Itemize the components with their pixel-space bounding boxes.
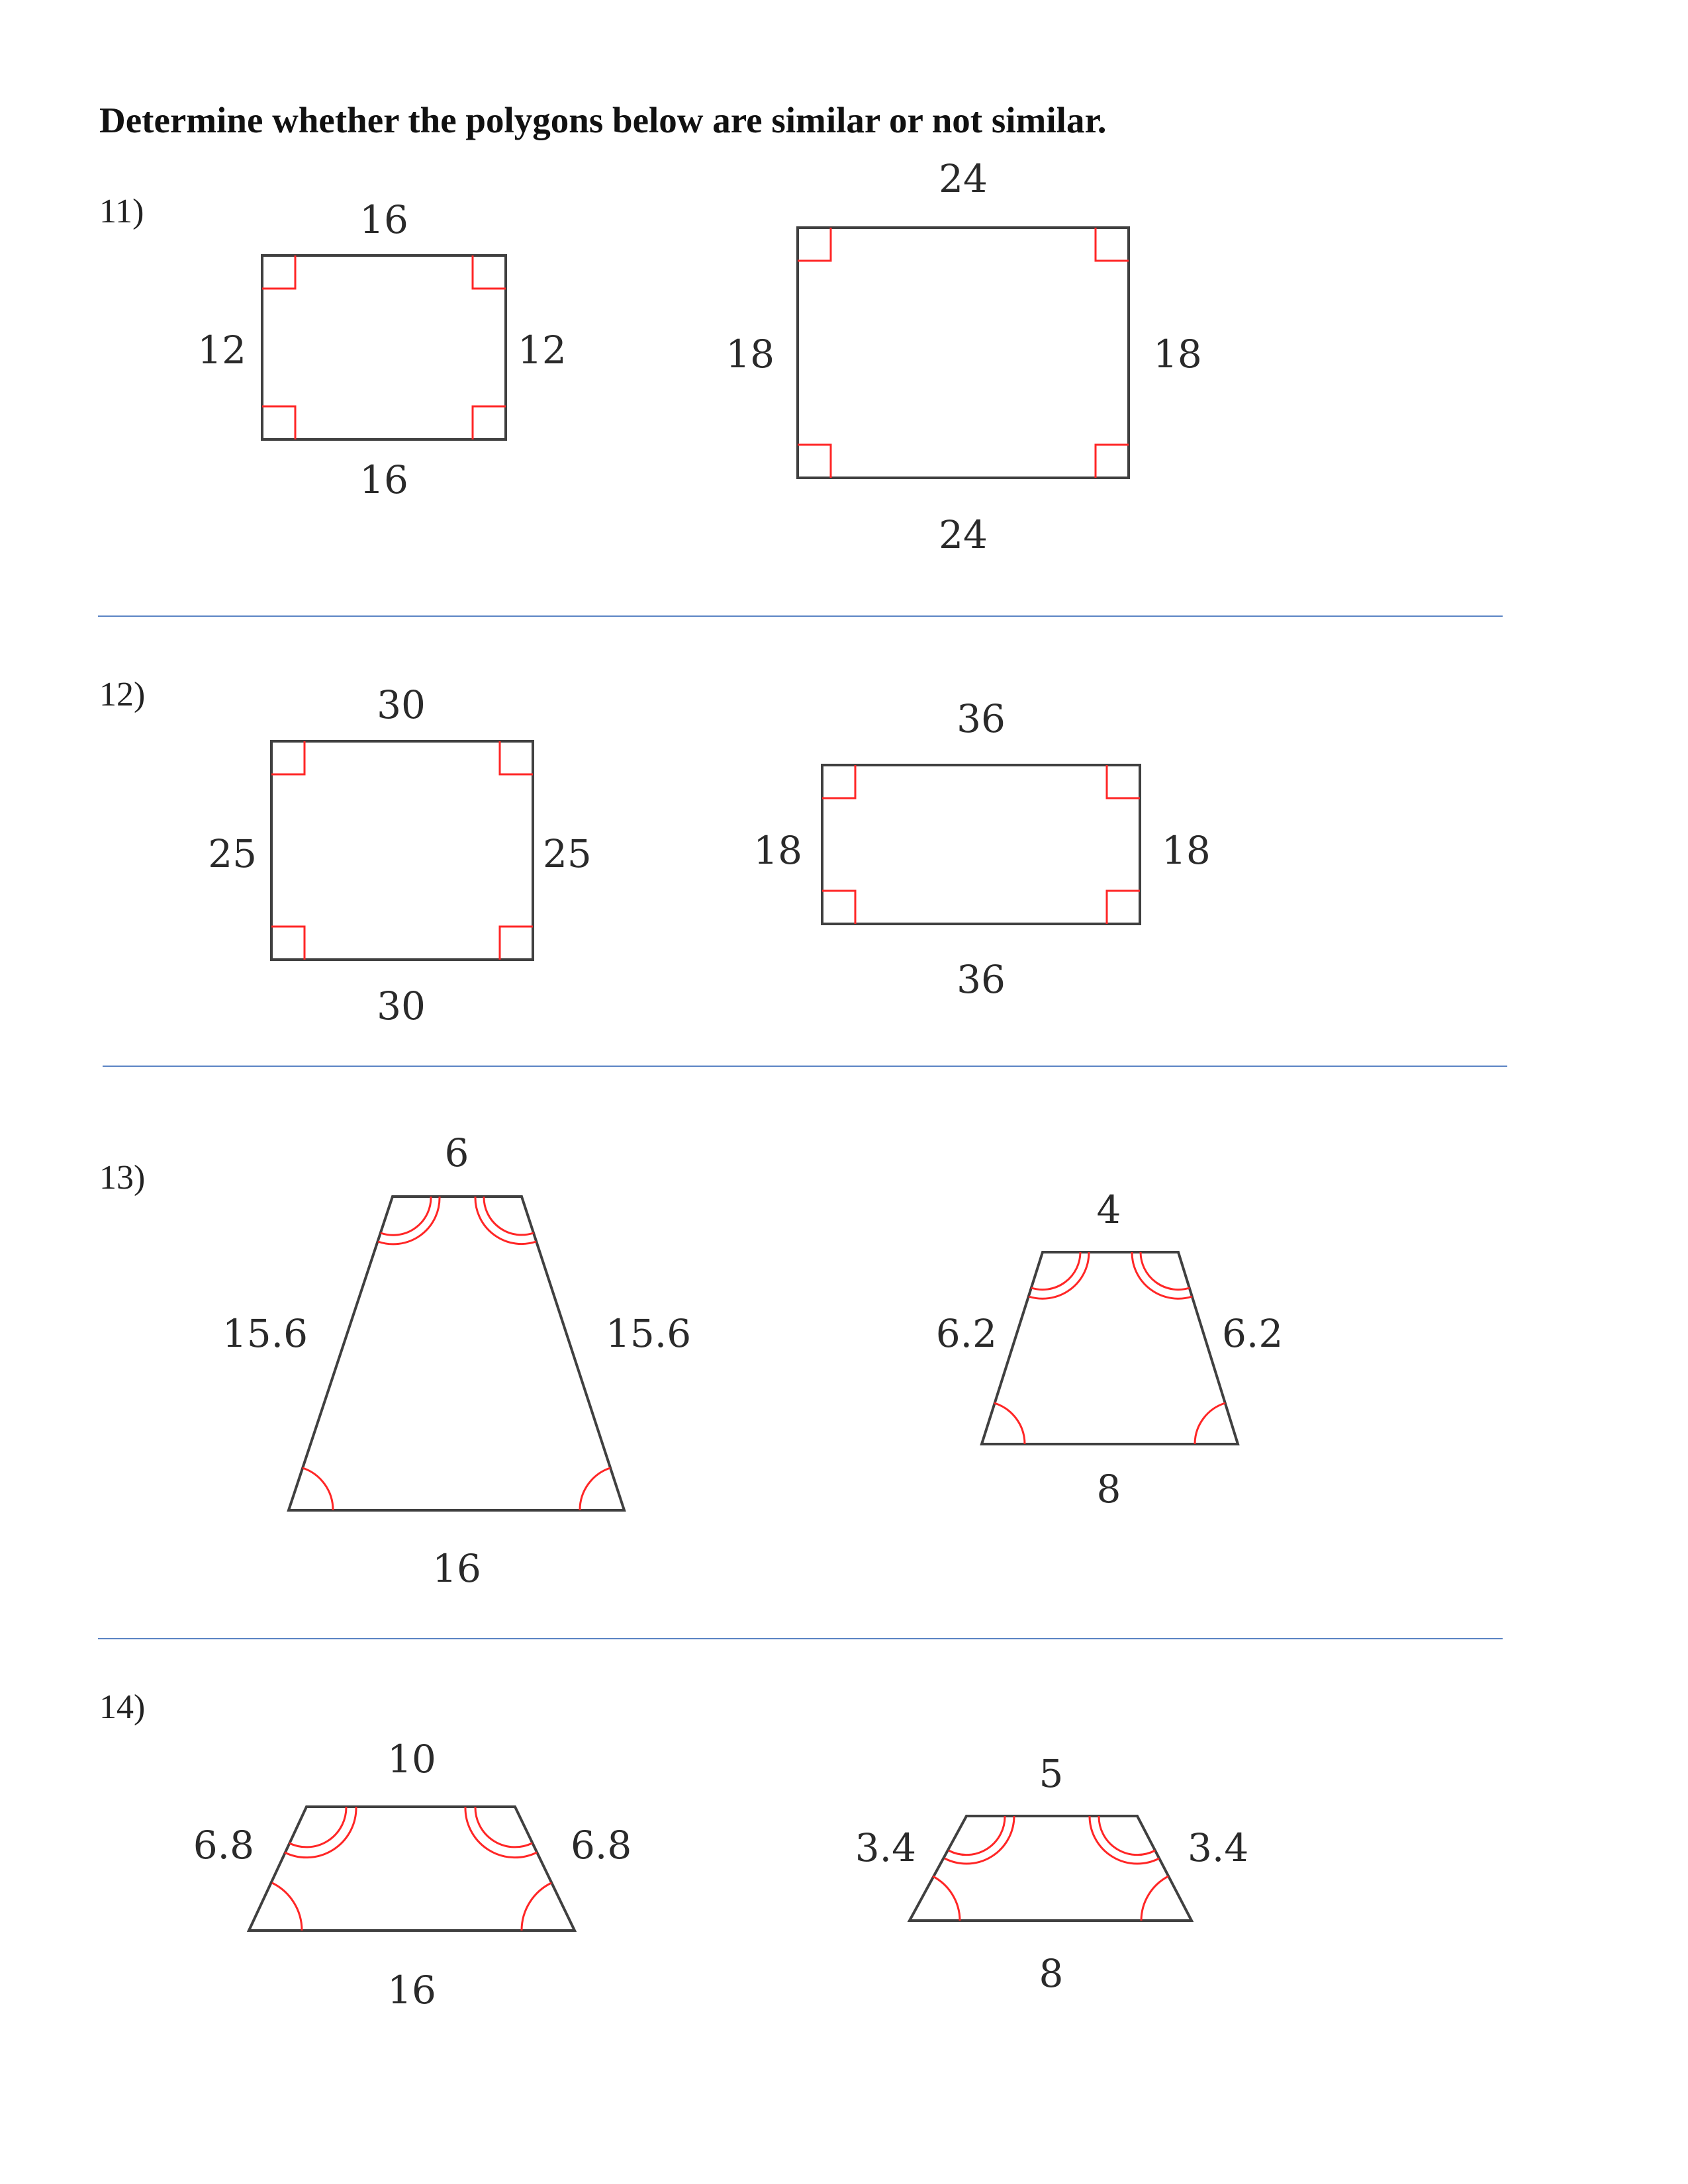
double-arc-angle-mark — [1031, 1252, 1080, 1290]
p14-figure-a-trapezoid — [193, 1737, 632, 2013]
side-label-left: 3.4 — [855, 1825, 916, 1870]
right-angle-mark — [262, 255, 295, 289]
side-label-left: 6.2 — [935, 1311, 997, 1356]
side-label-bottom: 16 — [359, 457, 408, 502]
side-label-right: 18 — [1153, 332, 1202, 377]
right-angle-mark — [798, 228, 831, 261]
side-label-right: 18 — [1162, 828, 1211, 873]
right-angle-mark — [1107, 765, 1140, 798]
right-angle-mark — [271, 927, 305, 960]
side-label-top: 5 — [1039, 1751, 1064, 1796]
right-angle-mark — [1096, 445, 1129, 478]
instructions-heading: Determine whether the polygons below are similar or not similar. — [99, 100, 1107, 140]
side-label-right: 6.2 — [1222, 1311, 1284, 1356]
p12-figure-a-rectangle — [208, 682, 592, 1028]
right-angle-mark — [1107, 891, 1140, 924]
problem-number-14: 14) — [99, 1688, 146, 1726]
double-arc-angle-mark — [1141, 1252, 1190, 1290]
single-arc-angle-mark — [303, 1468, 333, 1510]
right-angle-mark — [271, 741, 305, 774]
trapezoid-outline — [910, 1816, 1192, 1921]
single-arc-angle-mark — [1195, 1403, 1225, 1444]
side-label-right: 6.8 — [571, 1823, 632, 1868]
side-label-right: 3.4 — [1188, 1825, 1249, 1870]
side-label-top: 16 — [359, 197, 408, 242]
problem-number-13: 13) — [99, 1159, 146, 1197]
right-angle-mark — [473, 406, 506, 439]
right-angle-mark — [500, 927, 533, 960]
problem-number-12: 12) — [99, 676, 146, 713]
side-label-bottom: 24 — [939, 512, 988, 557]
single-arc-angle-mark — [522, 1883, 551, 1931]
side-label-top: 10 — [387, 1737, 436, 1782]
side-label-bottom: 8 — [1039, 1951, 1064, 1996]
rectangle-outline — [798, 228, 1129, 478]
side-label-left: 6.8 — [193, 1823, 254, 1868]
side-label-bottom: 16 — [432, 1546, 481, 1591]
side-label-right: 12 — [518, 328, 567, 373]
right-angle-mark — [1096, 228, 1129, 261]
side-label-left: 18 — [726, 332, 774, 377]
side-label-left: 18 — [753, 828, 802, 873]
double-arc-angle-mark — [381, 1197, 431, 1235]
side-label-bottom: 36 — [957, 957, 1006, 1002]
p11-figure-a-rectangle — [197, 197, 567, 502]
rectangle-outline — [271, 741, 533, 960]
right-angle-mark — [798, 445, 831, 478]
side-label-left: 12 — [197, 328, 246, 373]
right-angle-mark — [262, 406, 295, 439]
p12-figure-b-rectangle — [753, 696, 1211, 1002]
p11-figure-b-rectangle — [726, 156, 1202, 557]
right-angle-mark — [500, 741, 533, 774]
side-label-left: 25 — [208, 831, 257, 876]
right-angle-mark — [822, 891, 855, 924]
single-arc-angle-mark — [272, 1883, 302, 1931]
p14-figure-b-trapezoid — [855, 1751, 1249, 1996]
single-arc-angle-mark — [1141, 1876, 1168, 1921]
right-angle-mark — [473, 255, 506, 289]
side-label-top: 36 — [957, 696, 1006, 741]
p13-figure-b-trapezoid — [936, 1187, 1284, 1512]
rectangle-outline — [262, 255, 506, 439]
side-label-top: 30 — [377, 682, 426, 727]
side-label-top: 24 — [939, 156, 988, 201]
side-label-left: 15.6 — [222, 1311, 308, 1356]
side-label-top: 6 — [444, 1130, 469, 1175]
side-label-bottom: 30 — [377, 983, 426, 1028]
trapezoid-outline — [982, 1252, 1238, 1444]
problem-number-11: 11) — [99, 193, 144, 230]
side-label-bottom: 16 — [387, 1968, 436, 2013]
p13-figure-a-trapezoid — [222, 1130, 691, 1591]
double-arc-angle-mark — [484, 1197, 534, 1235]
side-label-right: 25 — [543, 831, 592, 876]
single-arc-angle-mark — [580, 1468, 610, 1510]
single-arc-angle-mark — [994, 1403, 1025, 1444]
trapezoid-outline — [289, 1197, 624, 1510]
rectangle-outline — [822, 765, 1140, 924]
side-label-top: 4 — [1096, 1187, 1121, 1232]
side-label-right: 15.6 — [606, 1311, 692, 1356]
right-angle-mark — [822, 765, 855, 798]
single-arc-angle-mark — [933, 1876, 960, 1921]
side-label-bottom: 8 — [1096, 1467, 1121, 1512]
